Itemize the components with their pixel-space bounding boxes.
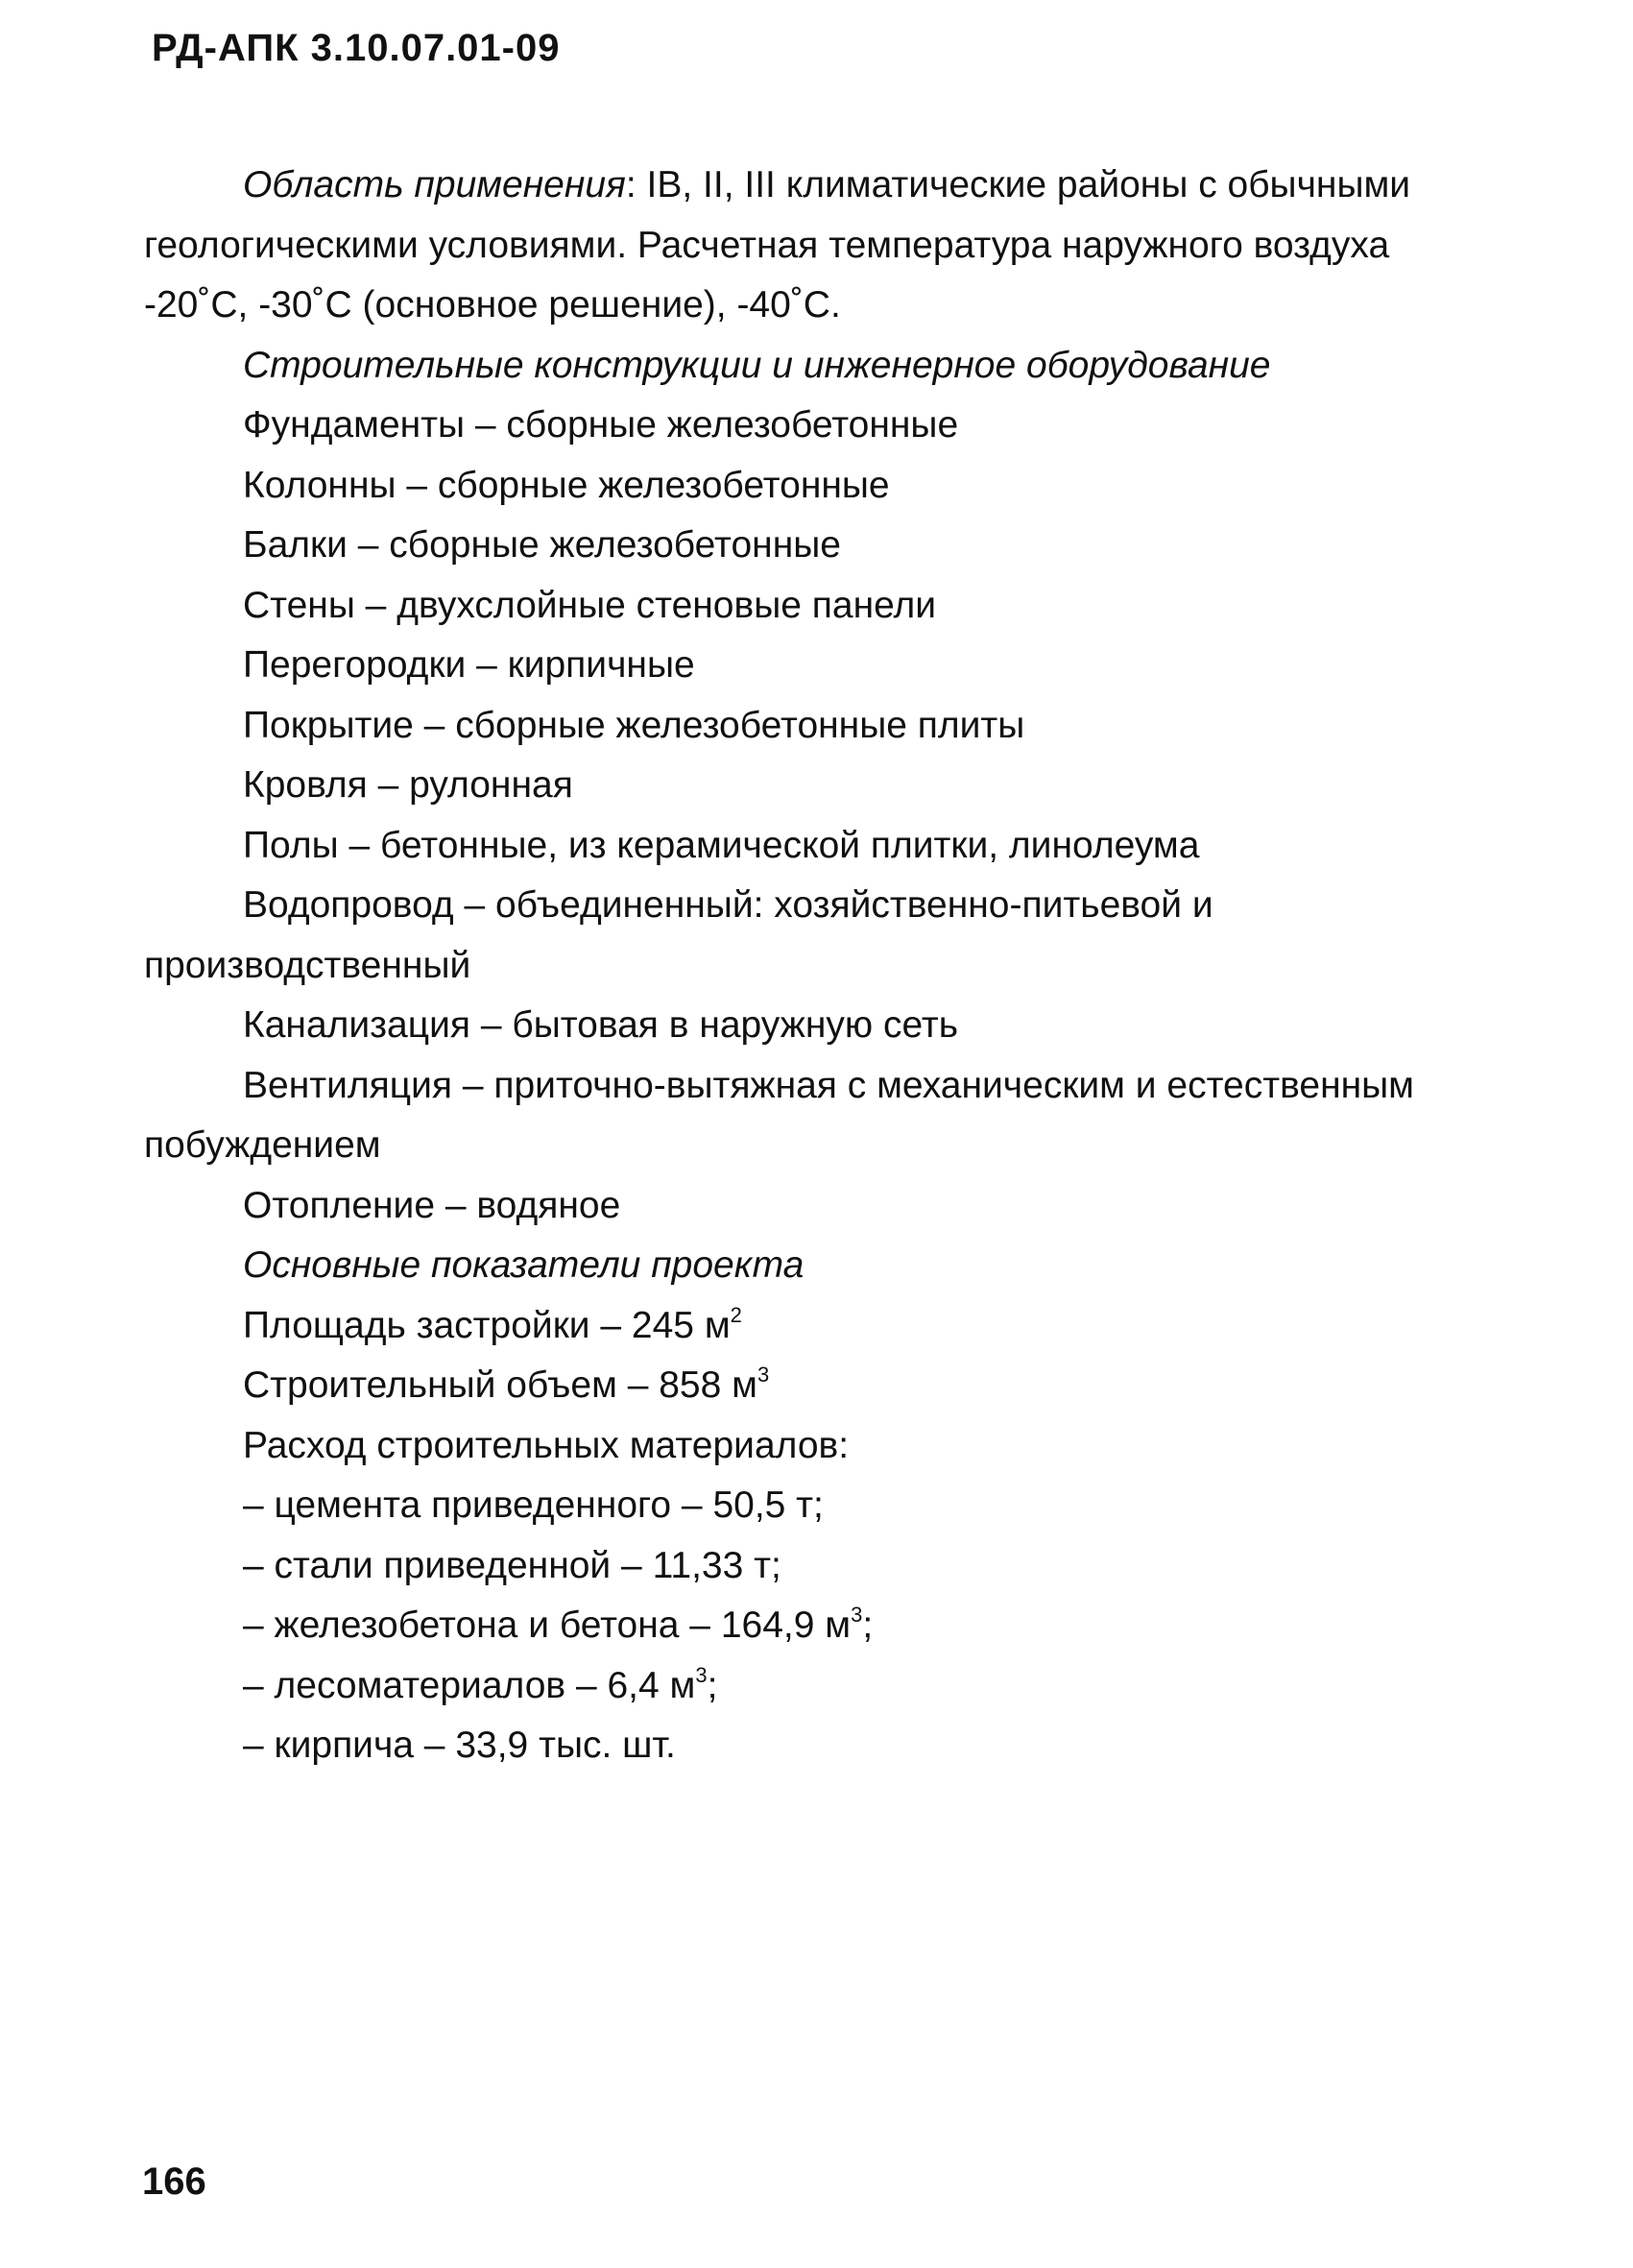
construction-item: Вентиляция – приточно-вытяжная с механическим и естественным побуждением [144,1064,1414,1166]
construction-item: Балки – сборные железобетонные [243,524,841,566]
construction-item: Покрытие – сборные железобетонные плиты [243,704,1025,746]
built-area-text: Площадь застройки – 245 м [243,1304,731,1346]
timber-text: – лесоматериалов – 6,4 м [243,1664,696,1706]
material-item-brick: – кирпича – 33,9 тыс. шт. [243,1725,676,1766]
scope-paragraph [144,156,1498,336]
document-body [144,156,1498,1776]
timber-superscript: 3 [695,1662,708,1687]
construction-item: Перегородки – кирпичные [243,644,695,686]
material-item-cement: – цемента приведенного – 50,5 т; [243,1484,824,1526]
page-number: 166 [142,2160,206,2203]
scope-text: : IB, II, III климатические районы с обычными геологическими условиями. Расчетная температура наружного воздуха -20˚С, -30˚С (основное решение), -40˚С. [144,164,1411,326]
scope-label: Область применения [243,164,626,205]
concrete-end: ; [862,1604,874,1646]
materials-intro: Расход строительных материалов: [243,1424,850,1466]
build-volume-line [144,1356,1498,1416]
material-item-steel: – стали приведенной – 11,33 т; [243,1544,781,1586]
document-code: РД-АПК 3.10.07.01-09 [152,27,561,69]
build-volume-text: Строительный объем – 858 м [243,1364,757,1406]
built-area-superscript: 2 [730,1302,742,1327]
construction-item: Стены – двухслойные стеновые панели [243,584,937,626]
material-item-timber [144,1656,1498,1717]
concrete-text: – железобетона и бетона – 164,9 м [243,1604,852,1646]
concrete-superscript: 3 [851,1603,863,1627]
construction-item: Колонны – сборные железобетонные [243,464,890,506]
construction-item: Фундаменты – сборные железобетонные [243,404,959,446]
indicators-heading: Основные показатели проекта [243,1244,804,1286]
construction-item: Канализация – бытовая в наружную сеть [243,1004,959,1046]
construction-item: Полы – бетонные, из керамической плитки, линолеума [243,824,1200,866]
constructions-heading: Строительные конструкции и инженерное оборудование [243,344,1271,386]
timber-end: ; [707,1664,718,1706]
build-volume-superscript: 3 [756,1363,770,1387]
material-item-concrete [144,1596,1498,1656]
construction-item: Отопление – водяное [243,1184,621,1226]
construction-item: Кровля – рулонная [243,764,573,806]
construction-item: Водопровод – объединенный: хозяйственно-питьевой и производственный [144,884,1213,986]
built-area-line [144,1296,1498,1357]
